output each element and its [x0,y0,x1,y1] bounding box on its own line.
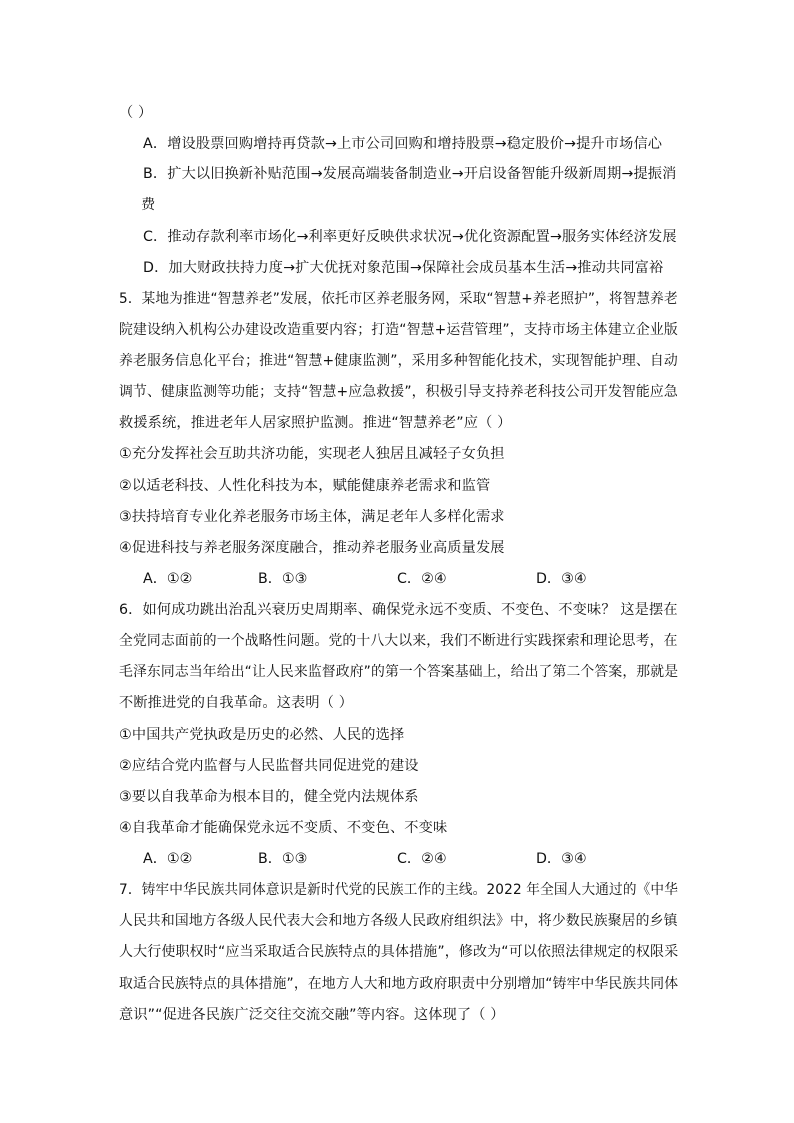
option-text: 扩大以旧换新补贴范围→发展高端装备制造业→开启设备智能升级新周期→提振消 [167,166,677,182]
q6-choice-d: D．③④ [536,851,587,867]
q6-statement-3: ③要以自我革命为根本目的，健全党内法规体系 [119,789,419,805]
q6-statement-2: ②应结合党内监督与人民监督共同促进党的建设 [119,758,419,774]
q4-option-d [143,258,663,278]
option-text: 增设股票回购增持再贷款→上市公司回购和增持股票→稳定股价→提升市场信心 [167,136,663,152]
q4-option-a [143,134,662,154]
option-letter: D． [143,260,169,276]
q5-statement-2: ②以适老科技、人性化科技为本，赋能健康养老需求和监管 [119,478,491,494]
q7-stem-line: 人民共和国地方各级人民代表大会和地方各级人民政府组织法》中，将少数民族聚居的乡镇 [119,913,678,929]
q5-stem-line: 养老服务信息化平台；推进“智慧+健康监测”，采用多种智能化技术，实现智能护理、自动 [119,353,678,369]
q5-statement-1: ①充分发挥社会互助共济功能，实现老人独居且减轻子女负担 [119,446,505,462]
option-letter: A． [143,136,168,152]
q6-stem-line: 全党同志面前的一个战略性问题。党的十八大以来，我们不断进行实践探索和理论思考，在 [119,633,678,649]
q7-stem-line: 取适合民族特点的具体措施”，在地方人大和地方政府职责中分别增加“铸牢中华民族共同体 [119,976,679,992]
q7-stem-line: 意识”“促进各民族广泛交往交流交融”等内容。这体现了（ ） [119,1007,505,1023]
q5-statement-4: ④促进科技与养老服务深度融合，推动养老服务业高质量发展 [119,540,505,556]
q6-choice-a: A．①② [143,851,193,867]
q5-stem-line: 救援系统，推进老年人居家照护监测。推进“智慧养老”应（ ） [119,415,512,431]
q4-option-c [143,227,677,247]
q5-stem-line: 5．某地为推进“智慧养老”发展，依托市区养老服务网，采取“智慧+养老照护”，将智慧养老 [119,291,678,307]
q6-stem-line: 毛泽东同志当年给出“让人民来监督政府”的第一个答案基础上，给出了第二个答案，那就是 [119,664,679,680]
q5-statement-3: ③扶持培育专业化养老服务市场主体，满足老年人多样化需求 [119,509,505,525]
option-letter: B． [143,166,168,182]
q5-choice-b: B．①③ [258,571,308,587]
q6-statement-4: ④自我革命才能确保党永远不变质、不变色、不变味 [119,820,448,836]
q4-option-b [143,164,677,184]
q6-stem-line: 不断推进党的自我革命。这表明（ ） [119,695,354,711]
q6-choice-b: B．①③ [258,851,308,867]
q5-choice-a: A．①② [143,571,193,587]
q7-stem-line: 7．铸牢中华民族共同体意识是新时代党的民族工作的主线。2022 年全国人大通过的《中华 [119,882,679,898]
q5-stem-line: 调节、健康监测等功能；支持“智慧+应急救援”，积极引导支持养老科技公司开发智能应急 [119,384,678,400]
q4-stem-tail: （ ） [119,105,153,121]
q4-option-b-continuation: 费 [141,197,156,213]
q7-stem-line: 人大行使职权时“应当采取适合民族特点的具体措施”，修改为“可以依照法律规定的权限采 [119,944,679,960]
q6-stem-line: 6．如何成功跳出治乱兴衰历史周期率、确保党永远不变质、不变色、不变味？ 这是摆在 [119,602,678,618]
q5-choice-d: D．③④ [536,571,587,587]
q6-statement-1: ①中国共产党执政是历史的必然、人民的选择 [119,727,405,743]
option-text: 加大财政扶持力度→扩大优抚对象范围→保障社会成员基本生活→推动共同富裕 [168,260,664,276]
option-letter: C． [143,229,168,245]
q5-choice-c: C．②④ [397,571,447,587]
q5-stem-line: 院建设纳入机构公办建设改造重要内容；打造“智慧+运营管理”，支持市场主体建立企业版 [119,322,678,338]
option-text: 推动存款利率市场化→利率更好反映供求状况→优化资源配置→服务实体经济发展 [167,229,677,245]
q6-choice-c: C．②④ [397,851,447,867]
